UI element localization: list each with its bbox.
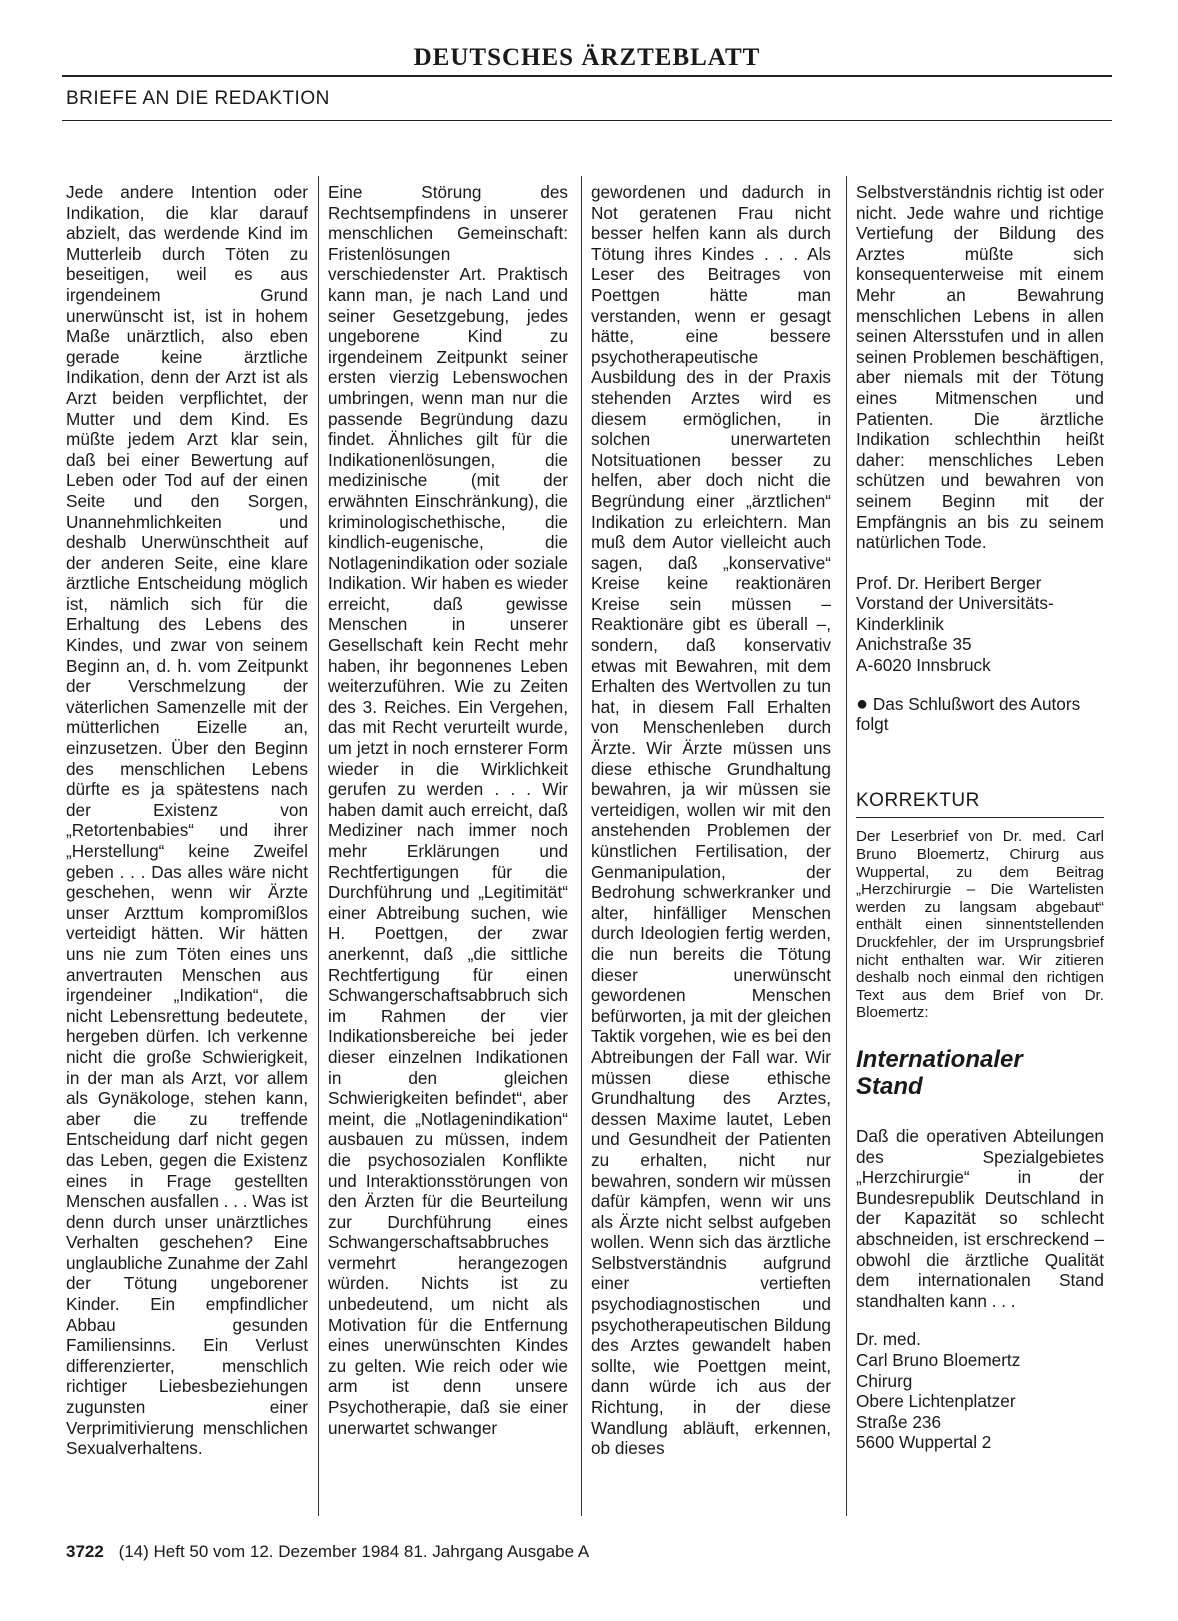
signature-line: Chirurg [856,1370,913,1391]
letter-text: Jede andere Intention oder Indikation, die klar darauf abzielt, das werdende Kind im Mutterleib durch Töten zu beseitigen, weil es aus irgendeinem Grund unerwünscht ist, ist in hohem Maße unärztlich, also eben gerade keine ärztliche Indikation, denn der Arzt ist als Arzt beiden verpflichtet, der Mutter und dem Kind. Es müßte jedem Arzt klar sein, daß bei einer Bewertung auf Leben oder Tod auf der einen Seite und den Sorgen, Unannehmlichkeiten und deshalb Unerwünschtheit auf der anderen Seite, eine klare ärztliche Entscheidung möglich ist, nämlich sich für die Erhaltung des Lebens des Kindes, und zwar von seinem Beginn an, d. h. vom Zeitpunkt der Verschmelzung der väterlichen Samenzelle mit der mütterlichen Eizelle an, einzusetzen. Über den Beginn des menschlichen Lebens dürfte es ja spätestens nach der Existenz von „Retortenbabies“ und ihrer „Herstellung“ keine Zweifel geben . . . Das alles wäre nicht geschehen, wenn wir Ärzte unser Arzttum kompromißlos verteidigt hätten. Wir hätten uns nie zum Töten eines uns anvertrauten Menschen aus irgendeiner „Indikation“, die nicht Lebensrettung bedeutete, hergeben dürfen. Ich verkenne nicht die große Schwierigkeit, in der man als Arzt, vor allem als Gynäkologe, stehen kann, aber die zu treffende Entscheidung darf nicht gegen das Leben, gegen die Existenz eines in Frage gestellten Menschen ausfallen . . . Was ist denn durch unser unärztliches Verhalten geschehen? Eine unglaubliche Zunahme der Zahl der Tötung ungeborener Kinder. Ein empfindlicher Abbau gesunden Familiensinns. Ein Verlust differenzierter, menschlich richtiger Liebesbeziehungen zugunsten einer Verprimitivierung menschlichen Sexualverhaltens. [66,182,309,1459]
section-title: BRIEFE AN DIE REDAKTION [66,88,330,109]
section-rule [62,120,1112,121]
column-1 [66,182,308,1459]
issue-info: (14) Heft 50 vom 12. Dezember 1984 81. Jahrgang Ausgabe A [118,1542,590,1561]
masthead: DEUTSCHES ÄRZTEBLATT [413,44,761,71]
korrektur-body: Daß die operativen Abteilungen des Spezialgebietes „Herzchirurgie“ in der Bundesrepublik Deutschland in der Kapazität so schlecht abschneiden, ist erschreckend – obwohl die ärztliche Qualität dem internationalen Stand standhalten kann . . . [856,1125,1104,1311]
headline-line: Stand [856,1072,923,1100]
signature-line: Vorstand der Universitäts- [856,593,1054,614]
korrektur-heading: KORREKTUR [856,791,1104,819]
masthead-rule [62,75,1112,77]
signature-line: 5600 Wuppertal 2 [856,1432,992,1453]
signature-line: Carl Bruno Bloemertz [856,1349,1021,1370]
headline-line: Internationaler [856,1045,1023,1073]
column-divider [846,176,847,1516]
signature-bloemertz [856,1329,1104,1453]
signature-line: A-6020 Innsbruck [856,655,991,676]
signature-berger [856,573,1104,676]
signature-line: Kinderklinik [856,613,944,634]
signature-line: Straße 236 [856,1411,942,1432]
editor-note [856,694,1104,735]
letter-text: Eine Störung des Rechtsempfindens in unserer menschlichen Gemeinschaft: Fristenlösungen verschiedenster Art. Praktisch kann man, je nach Land und seiner Gesetzgebung, jedes ungeborene Kind zu irgendeinem Zeitpunkt seiner ersten vierzig Lebenswochen umbringen, wenn man nur die passende Begründung dazu findet. Ähnliches gilt für die Indikationenlösungen, die medizinische (mit der erwähnten Einschränkung), die kriminologischethische, die kindlich-eugenische, die Notlagenindikation oder soziale Indikation. Wir haben es wieder erreicht, daß gewisse Menschen in unserer Gesellschaft kein Recht mehr haben, ihr begonnenes Leben weiterzuführen. Wie zu Zeiten des 3. Reiches. Ein Vergehen, das mit Recht verurteilt wurde, um jetzt in noch ernsterer Form wieder in die Wirklichkeit gerufen zu werden . . . Wir haben damit auch erreicht, daß Mediziner nach immer noch mehr Erklärungen und Rechtfertigungen für die Durchführung und „Legitimität“ einer Abtreibung suchen, wie H. Poettgen, der zwar anerkennt, daß „die sittliche Rechtfertigung für einen Schwangerschaftsabbruch sich im Rahmen der vier Indikationsbereiche bei jeder dieser einzelnen Indikationen in den gleichen Schwierigkeiten befindet“, aber meint, die „Notlagenindikation“ ausbauen zu müssen, indem die psychosozialen Konflikte und Interaktionsstörungen von den Ärzten für die Beurteilung zur Durchführung eines Schwangerschaftsabbruches vermehrt herangezogen würden. Nichts ist zu unbedeutend, um nicht als Motivation für die Entfernung eines unerwünschten Kindes zu gelten. Wie reich oder wie arm ist denn unsere Psychotherapie, daß sie einer unerwartet schwanger [328,182,568,1438]
bullet-icon: ● [856,692,869,715]
column-divider [318,176,319,1516]
letter-text: gewordenen und dadurch in Not geratenen Frau nicht besser helfen kann als durch Tötung ihres Kindes . . . Als Leser des Beitrages von Poettgen hätte man verstanden, wenn er gesagt hätte, eine bessere psychotherapeutische Ausbildung des in der Praxis stehenden Arztes wird es diesem ermöglichen, in solchen unerwarteten Notsituationen besser zu helfen, aber doch nicht die Begründung einer „ärztlichen“ Indikation zu erleichtern. Man muß dem Autor vielleicht auch sagen, daß „konservative“ Kreise keine reaktionären Kreise sein müssen – Reaktionäre gibt es überall –, sondern, daß konservativ etwas mit Bewahren, mit dem Erhalten des Wertvollen zu tun hat, in diesem Fall Erhalten von Menschenleben durch Ärzte. Wir Ärzte müssen uns diese ethische Grundhaltung bewahren, ja wir müssen sie verteidigen, wollen wir mit den anstehenden Problemen der künstlichen Fertilisation, der Genmanipulation, der Bedrohung schwerkranker und alter, hinfälliger Menschen durch Ideologien fertig werden, die nun bereits die Tötung dieser unerwünscht gewordenen Menschen befürworten, ja mit der gleichen Taktik vorgehen, wie es bei den Abtreibungen der Fall war. Wir müssen diese ethische Grundhaltung des Arztes, dessen Maxime lautet, Leben und Gesundheit der Patienten zu erhalten, nicht nur bewahren, sondern wir müssen dafür kämpfen, wenn wir uns als Ärzte nicht selbst aufgeben wollen. Wenn sich das ärztliche Selbstverständnis aufgrund einer vertieften psychodiagnostischen und psychotherapeutischen Bildung des Arztes gewandelt haben sollte, wie Poettgen meint, dann würde ich aus der Richtung, in der diese Wandlung abläuft, erkennen, ob dieses [591,182,831,1459]
korrektur-headline [856,1046,1104,1100]
signature-line: Dr. med. [856,1329,921,1350]
page-number: 3722 [66,1542,104,1561]
signature-line: Obere Lichtenplatzer [856,1391,1016,1412]
column-divider [581,176,582,1516]
letter-text: Selbstverständnis richtig ist oder nicht. Jede wahre und richtige Vertiefung der Bildung des Arztes müßte sich konsequenterweise mit einem Mehr an Bewahrung menschlichen Lebens in allen seinen Altersstufen und in allen seinen Problemen beschäftigen, aber niemals mit der Tötung eines Mitmenschen und Patienten. Die ärztliche Indikation schlechthin heißt daher: menschliches Leben schützen und bewahren von seinem Beginn mit der Empfängnis an bis zu seinem natürlichen Tode. [856,182,1104,553]
page-footer [66,1542,589,1562]
column-2 [328,182,568,1438]
signature-line: Anichstraße 35 [856,634,972,655]
column-4 [856,182,1104,1453]
korrektur-text: Der Leserbrief von Dr. med. Carl Bruno Bloemertz, Chirurg aus Wuppertal, zu dem Beitrag „Herzchirurgie – Die Wartelisten werden zu langsam abgebaut“ enthält einen sinnentstellenden Druckfehler, der im Ursprungsbrief nicht enthalten war. Wir zitieren deshalb noch einmal den richtigen Text aus dem Brief von Dr. Bloemertz: [856,828,1104,1022]
column-3 [591,182,831,1459]
signature-line: Prof. Dr. Heribert Berger [856,572,1042,593]
editor-note-text: Das Schlußwort des Autors folgt [856,693,1081,735]
